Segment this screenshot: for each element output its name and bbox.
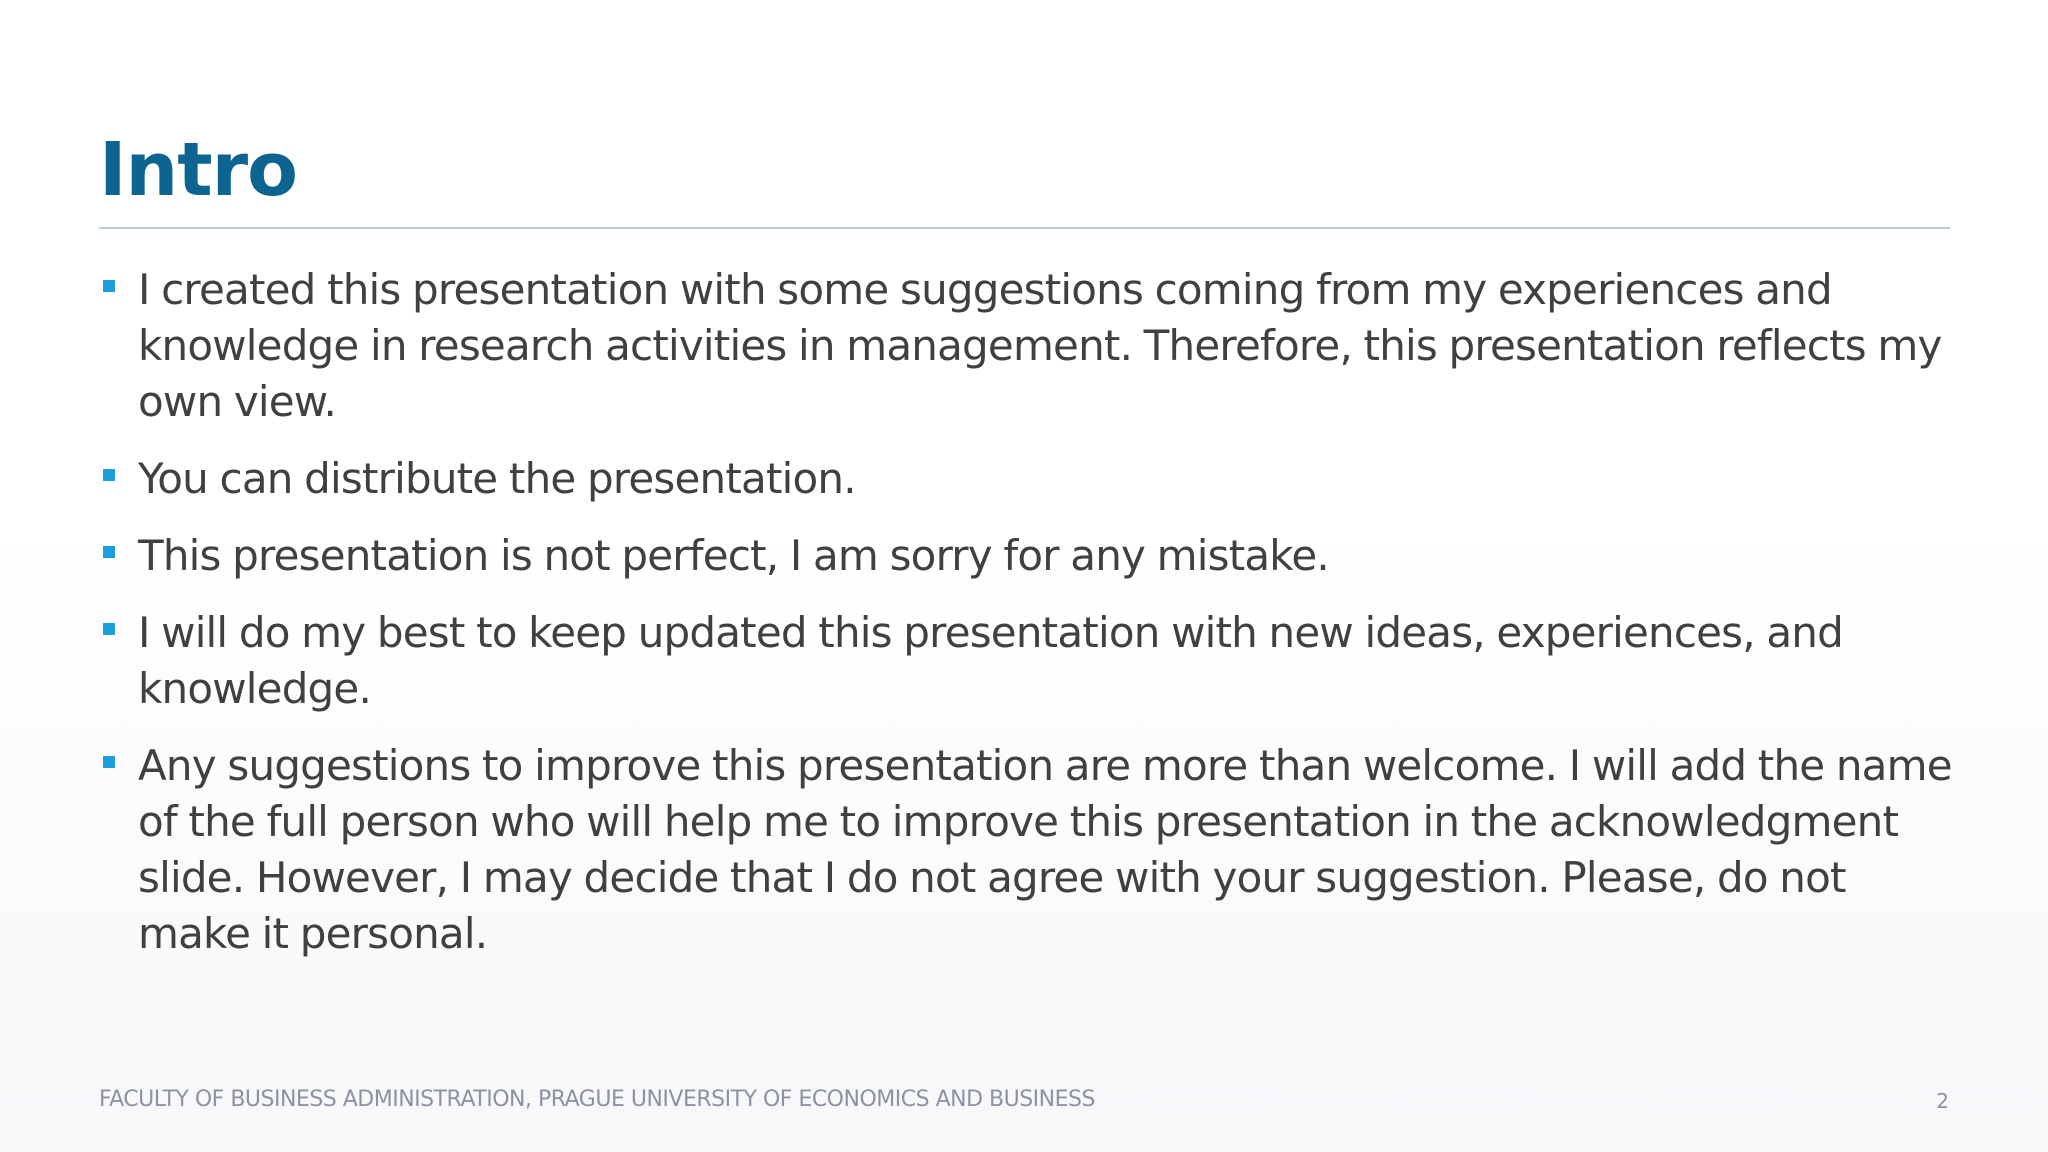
bullet-item [99, 451, 1959, 507]
square-bullet-icon [103, 469, 115, 481]
bullet-item [99, 605, 1959, 717]
bullet-text: You can distribute the presentation. [138, 454, 856, 503]
bullet-item [99, 262, 1959, 430]
bullet-item [99, 738, 1959, 962]
square-bullet-icon [103, 623, 115, 635]
square-bullet-icon [103, 756, 115, 768]
bullet-text: I created this presentation with some suggestions coming from my experiences and knowledge in research activities in management. Therefore, this presentation reflects my own view. [138, 265, 1942, 426]
bullet-list [99, 262, 1959, 962]
page-number: 2 [1936, 1089, 1949, 1113]
title-divider [99, 227, 1950, 229]
bullet-text: This presentation is not perfect, I am sorry for any mistake. [138, 531, 1329, 580]
square-bullet-icon [103, 546, 115, 558]
bullet-text: Any suggestions to improve this presentation are more than welcome. I will add the name of the full person who will help me to improve this presentation in the acknowledgment slide. However, I may decide that I do not agree with your suggestion. Please, do not make it personal. [138, 741, 1952, 958]
square-bullet-icon [103, 280, 115, 292]
footer-institution: FACULTY OF BUSINESS ADMINISTRATION, PRAGUE UNIVERSITY OF ECONOMICS AND BUSINESS [99, 1087, 1095, 1112]
bullet-text: I will do my best to keep updated this presentation with new ideas, experiences, and knowledge. [138, 608, 1843, 713]
bullet-item [99, 528, 1959, 584]
slide-title: Intro [99, 127, 297, 213]
